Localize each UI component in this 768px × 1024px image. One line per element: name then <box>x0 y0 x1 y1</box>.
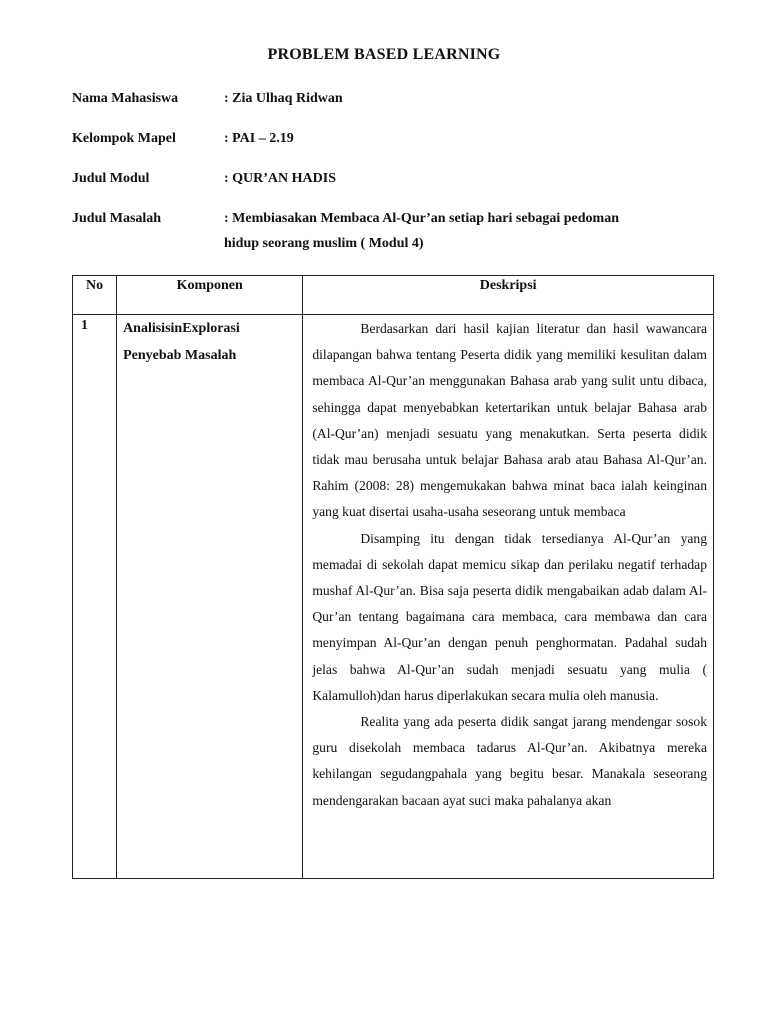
masalah-label: Judul Masalah <box>72 211 162 226</box>
deskripsi-paragraph-2: Disamping itu dengan tidak tersedianya Al-Qur’an yang memadai di sekolah dapat memicu sikap dan perilaku negatif terhadap mushaf Al-Qur’an. Bisa saja peserta didik mengabaikan adab dalam Al-Qur’an tentang bagaimana cara membaca, cara membawa dan cara menyimpan Al-Qur’an dengan penuh penghormatan. Padahal sudah jelas bahwa Al-Qur’an sudah menjadi sesuatu yang mulia ( Kalamulloh)dan harus diperlakukan secara mulia oleh manusia. <box>312 530 707 703</box>
header-komponen: Komponen <box>117 276 303 315</box>
header-deskripsi: Deskripsi <box>303 276 714 315</box>
row-number: 1 <box>73 315 117 879</box>
masalah-value-line1: : Membiasakan Membaca Al-Qur’an setiap hari sebagai pedoman <box>224 211 619 226</box>
row-deskripsi <box>303 315 714 879</box>
nama-label: Nama Mahasiswa <box>72 91 179 106</box>
header-no: No <box>73 276 117 315</box>
row-komponen <box>117 315 303 879</box>
deskripsi-paragraph-1: Berdasarkan dari hasil kajian literatur dan hasil wawancara dilapangan bahwa tentang Peserta didik yang memiliki kesulitan dalam membaca Al-Qur’an menggunakan Bahasa arab yang sulit untu dibaca, sehingga dapat menyebabkan ketertarikan untuk belajar Bahasa arab (Al-Qur’an) menjadi sesuatu yang menakutkan. Serta peserta didik tidak mau berusaha untuk belajar Bahasa arab atau Bahasa Al-Qur’an. Rahim (2008: 28) mengemukakan bahwa minat baca ialah keinginan yang kuat disertai usaha-usaha seseorang untuk membaca <box>312 321 707 520</box>
komponen-line1: AnalisisinExplorasi <box>123 321 240 336</box>
modul-value: : QUR’AN HADIS <box>224 171 336 186</box>
masalah-value-line2: hidup seorang muslim ( Modul 4) <box>224 236 424 251</box>
pbl-table <box>72 275 714 879</box>
nama-value: : Zia Ulhaq Ridwan <box>224 91 343 106</box>
komponen-line2: Penyebab Masalah <box>123 348 237 363</box>
table-header-row <box>73 276 714 315</box>
kelompok-value: : PAI – 2.19 <box>224 131 294 146</box>
modul-label: Judul Modul <box>72 171 150 186</box>
document-title: PROBLEM BASED LEARNING <box>267 46 501 63</box>
kelompok-label: Kelompok Mapel <box>72 131 176 146</box>
deskripsi-paragraph-3: Realita yang ada peserta didik sangat jarang mendengar sosok guru disekolah membaca tadarus Al-Qur’an. Akibatnya mereka kehilangan segudangpahala yang begitu besar. Manakala seseorang mendengarakan bacaan ayat suci maka pahalanya akan <box>312 714 707 808</box>
table-row <box>73 315 714 879</box>
